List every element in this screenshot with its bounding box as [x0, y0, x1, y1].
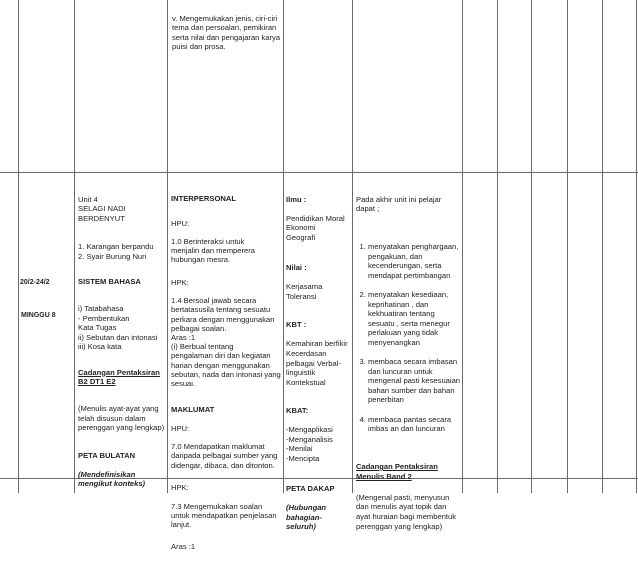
col-divider — [74, 0, 75, 493]
outcomes-assessment-note: (Mengenal pasti, menyusun dan menulis ayat topik dan ayat huraian bagi membentuk perenggan yang lengkap) — [356, 492, 457, 531]
maklumat-heading: MAKLUMAT — [171, 405, 215, 415]
peta-dakap-note: (Hubungan bahagian- seluruh) — [286, 503, 327, 532]
outcomes-cell — [356, 185, 462, 541]
skills-cell — [171, 185, 283, 561]
hpu1-label: HPU: — [171, 218, 190, 228]
dates-label: 20/2-24/2 — [20, 278, 50, 286]
hpk2-text: 7.3 Mengemukakan soalan untuk mendapatkan penjelasan lanjut. — [171, 501, 277, 529]
hpk1-text: 1.4 Bersoal jawab secara bertatasusila tentang sesuatu perkara dengan menggunakan pelbagai soalan. Aras :1 (i) Berbual tentang pengalaman diri dan kegiatan harian dengan menggunakan sebutan, nada dan intonasi yang sesuai. — [171, 296, 281, 389]
values-cell — [286, 185, 352, 542]
hpu1-text: 1.0 Berinteraksi untuk menjalin dan memperera hubungan mesra. — [171, 237, 255, 265]
col-divider — [567, 0, 568, 493]
outcomes-assessment-heading: Cadangan Pentaksiran Menulis Band 2 — [356, 462, 438, 481]
outcomes-list — [356, 232, 462, 443]
outcome-item: 3. membaca secara imbasan dan luncuran untuk mengenal pasti kesesuaian bahan sumber dan bahan penerbitan — [368, 357, 462, 405]
col-divider — [497, 0, 498, 493]
ilmu-text: Pendidikan Moral Ekonomi Geografi — [286, 213, 345, 242]
interpersonal-heading: INTERPERSONAL — [171, 194, 236, 204]
hpu2-label: HPU: — [171, 423, 190, 433]
row-divider-top — [0, 172, 638, 173]
col-divider — [352, 0, 353, 493]
col-divider — [636, 0, 637, 493]
hpk1-label: HPK: — [171, 277, 189, 287]
ilmu-label: Ilmu : — [286, 194, 307, 204]
peta-dakap-heading: PETA DAKAP — [286, 484, 335, 494]
assessment-note: (Menulis ayat-ayat yang telah disusun dalam perenggan yang lengkap) — [78, 404, 165, 433]
kbt-label: KBT : — [286, 320, 307, 330]
col-divider — [283, 0, 284, 493]
week-number — [21, 301, 75, 320]
nilai-text: Kerjasama Toleransi — [286, 282, 323, 301]
outcome-item: 4. membaca pantas secara imbas an dan luncuran — [368, 415, 462, 434]
grammar-list: i) Tatabahasa - Pembentukan Kata Tugas ii) Sebutan dan intonasi iii) Kosa kata — [78, 303, 158, 352]
peta-note: (Mendefinisikan mengikut konteks) — [78, 469, 146, 489]
col-divider — [18, 0, 19, 493]
outcome-item: 1. menyatakan penghargaan, pengakuan, dan kecenderungan, serta mendapat pertimbangan — [368, 242, 462, 280]
hpk2-label: HPK: — [171, 483, 189, 493]
week-dates — [20, 268, 74, 287]
outcomes-intro: Pada akhir unit ini pelajar dapat ; — [356, 194, 442, 214]
week-label: MINGGU 8 — [21, 311, 56, 319]
level-label: Aras :1 — [171, 542, 196, 552]
unit-texts: 1. Karangan berpandu 2. Syair Burung Nuri — [78, 241, 154, 261]
col-divider — [531, 0, 532, 493]
hpu2-text: 7.0 Mendapatkan maklumat daripada pelbagai sumber yang didengar, dibaca, dan ditonton. — [171, 442, 278, 470]
kbat-text: -Mengaplikasi -Menganalisis -Menilai -Mencipta — [286, 425, 333, 463]
unit-cell — [78, 185, 168, 499]
objectives-text: v. Mengemukakan jenis, ciri-ciri tema dan persoalan, pemikiran serta nilai dan pengajaran karya puisi dan prosa. — [172, 13, 281, 52]
objectives-cell — [172, 4, 282, 62]
outcome-item: 2. menyatakan kesediaan, keprihatinan , dan kekhuatiran tentang sesuatu , serta menegur perlakuan yang tidak menyenangkan — [368, 290, 462, 348]
nilai-label: Nilai : — [286, 263, 307, 273]
kbt-text: Kemahiran berfikir Kecerdasan pelbagai Verbal- linguistik Kontekstual — [286, 339, 348, 387]
col-divider — [602, 0, 603, 493]
col-divider — [462, 0, 463, 493]
system-heading: SISTEM BAHASA — [78, 276, 141, 286]
unit-title: Unit 4 SELAGI NADI BERDENYUT — [78, 194, 126, 223]
assessment-heading: Cadangan Pentaksiran B2 DT1 E2 — [78, 367, 160, 387]
kbat-label: KBAT: — [286, 405, 309, 415]
peta-heading: PETA BULATAN — [78, 450, 136, 460]
